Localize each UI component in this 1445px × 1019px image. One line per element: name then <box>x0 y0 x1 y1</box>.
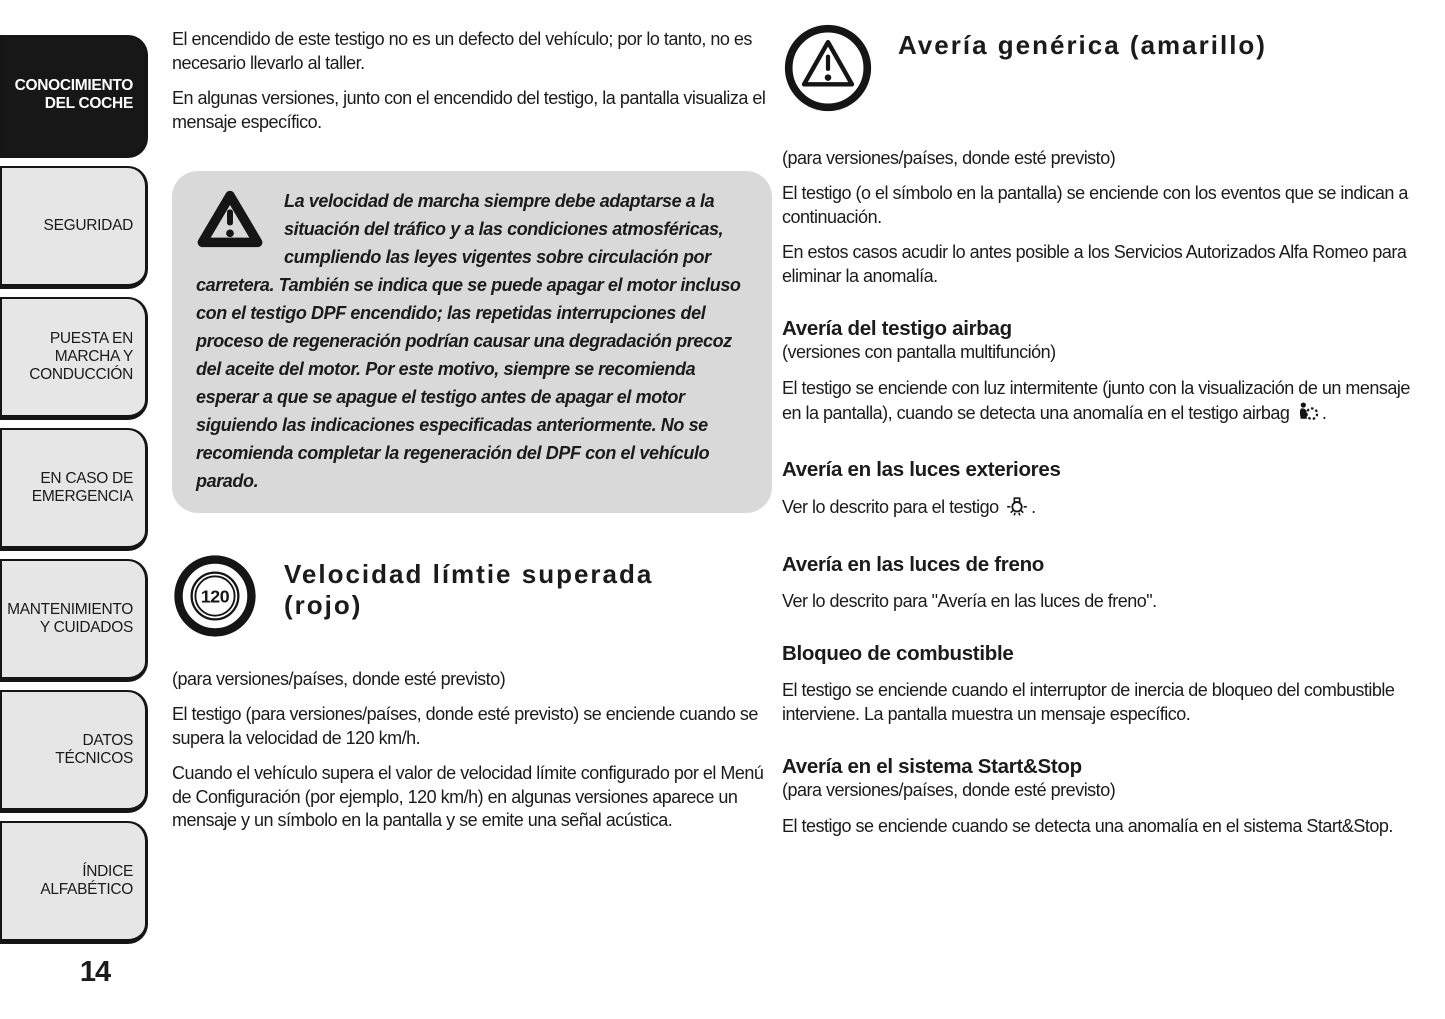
speed-limit-section-body <box>172 646 772 833</box>
generic-fault-section-header <box>782 22 1410 61</box>
paragraph: El encendido de este testigo no es un defecto del vehículo; por lo tanto, no es necesario llevarlo al taller. <box>172 29 752 73</box>
exterior-lights-bulb-icon <box>1006 495 1028 524</box>
section-heading: Avería en las luces exteriores <box>782 458 1061 481</box>
section-heading: Avería en las luces de freno <box>782 552 1045 576</box>
paragraph: El testigo se enciende cuando se detecta una anomalía en el sistema Start&Stop. <box>782 816 1393 836</box>
paragraph: En estos casos acudir lo antes posible a los Servicios Autorizados Alfa Romeo para eliminar la anomalía. <box>782 242 1407 286</box>
section-bloqueo-combustible <box>782 642 1410 726</box>
speed-limit-120-icon <box>172 553 258 646</box>
warning-box <box>172 171 772 513</box>
sidebar-tab-conocimiento-del-coche: CONOCIMIENTO DEL COCHE <box>0 35 148 158</box>
paragraph-text: . <box>1031 497 1036 517</box>
paragraph: El testigo (o el símbolo en la pantalla) se enciende con los eventos que se indican a continuación. <box>782 183 1408 227</box>
sidebar-tab-mantenimiento: MANTENIMIENTO Y CUIDADOS <box>0 559 148 682</box>
speed-limit-section-header <box>172 553 772 621</box>
right-column <box>782 22 1410 839</box>
paragraph: Ver lo descrito para "Avería en las luces de freno". <box>782 590 1157 611</box>
paragraph-text: Ver lo descrito para el testigo <box>782 497 999 517</box>
paragraph-text: . <box>1321 402 1327 423</box>
airbag-warning-icon <box>1297 401 1319 430</box>
svg-text:120: 120 <box>200 586 230 607</box>
section-title-velocidad: Velocidad límtie superada (rojo) <box>284 559 654 620</box>
section-heading: Bloqueo de combustible <box>782 642 1014 665</box>
section-title-averia-generica: Avería genérica (amarillo) <box>898 30 1267 60</box>
warning-box-text: La velocidad de marcha siempre debe adaptarse a la situación del tráfico y a las condiciones atmosféricas, cumpliendo las leyes vigentes sobre circulación por carretera. También se indica que se puede apagar el motor incluso con el testigo DPF encendido; las repetidas interrupciones del proceso de regeneración podrían causar una degradación precoz del aceite del motor. Por este motivo, siempre se recomienda esperar a que se apague el testigo antes de apagar el motor siguiendo las indicaciones especificadas anteriormente. No se recomienda completar la regeneración del DPF con el vehículo parado. <box>196 191 741 491</box>
sidebar-tab-seguridad: SEGURIDAD <box>0 166 148 289</box>
paragraph: El testigo (para versiones/países, donde esté previsto) se enciende cuando se supera la velocidad de 120 km/h. <box>172 704 758 748</box>
generic-fault-section-body <box>782 121 1410 289</box>
left-column <box>172 28 772 845</box>
paragraph <box>782 495 1410 524</box>
paragraph: Cuando el vehículo supera el valor de velocidad límite configurado por el Menú de Configuración (por ejemplo, 120 km/h) en algunas versiones aparece un mensaje y un símbolo en la pantalla y se emite una señal acústica. <box>172 763 764 830</box>
chapter-tab-sidebar <box>0 35 150 989</box>
section-subtitle: (versiones con pantalla multifunción) <box>782 342 1056 362</box>
section-averia-start-stop <box>782 755 1410 839</box>
sidebar-tab-en-caso-de-emergencia: EN CASO DE EMERGENCIA <box>0 428 148 551</box>
section-averia-luces-exteriores <box>782 458 1410 524</box>
section-averia-luces-freno <box>782 553 1410 614</box>
warning-triangle-icon <box>196 189 264 249</box>
paragraph: En algunas versiones, junto con el encendido del testigo, la pantalla visualiza el mensaje específico. <box>172 88 766 132</box>
sidebar-tab-indice-alfabetico: ÍNDICE ALFABÉTICO <box>0 821 148 944</box>
section-subtitle: (para versiones/países, donde esté previsto) <box>782 780 1116 800</box>
sidebar-tab-puesta-en-marcha: PUESTA EN MARCHA Y CONDUCCIÓN <box>0 297 148 420</box>
page-number: 14 <box>79 956 111 988</box>
section-heading: Avería en el sistema Start&Stop <box>782 755 1082 778</box>
section-heading: Avería del testigo airbag <box>782 317 1012 340</box>
availability-note: (para versiones/países, donde esté previsto) <box>782 147 1116 168</box>
generic-fault-warning-icon <box>782 22 874 121</box>
section-averia-testigo-airbag <box>782 317 1410 429</box>
sidebar-tab-datos-tecnicos: DATOS TÉCNICOS <box>0 690 148 813</box>
availability-note: (para versiones/países, donde esté previsto) <box>172 668 506 689</box>
paragraph-text: El testigo se enciende con luz intermitente (junto con la visualización de un mensaje en la pantalla), cuando se detecta una anomalía en el testigo airbag <box>782 378 1410 423</box>
paragraph <box>782 377 1410 429</box>
paragraph: El testigo se enciende cuando el interruptor de inercia de bloqueo del combustible interviene. La pantalla muestra un mensaje específico. <box>782 680 1395 724</box>
